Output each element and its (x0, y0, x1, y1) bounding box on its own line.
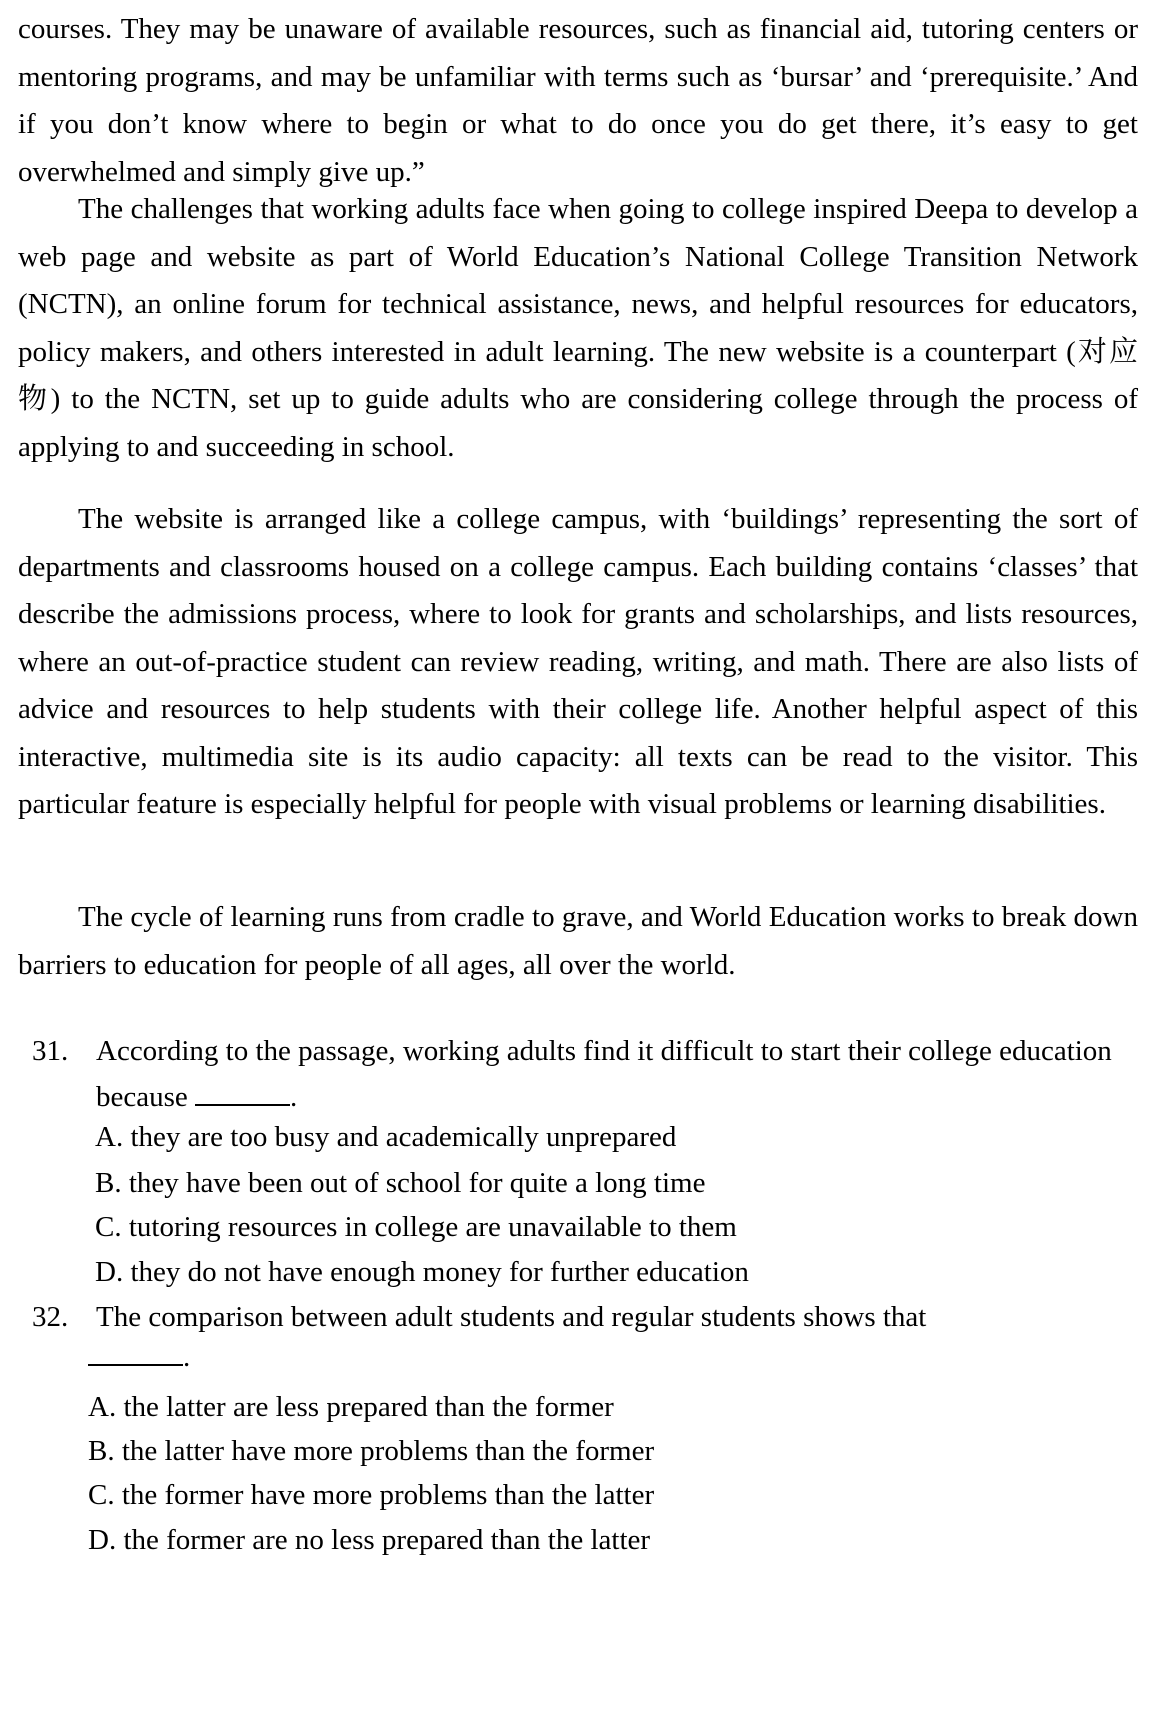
option-32-a: A. the latter are less prepared than the former (88, 1391, 614, 1423)
question-32 (32, 1294, 1142, 1340)
passage-paragraph-1: courses. They may be unaware of available resources, such as financial aid, tutoring centers or mentoring programs, and may be unfamiliar with terms such as ‘bursar’ and ‘prerequisite.’ And if you don’t know where to begin or what to do once you do get there, it’s easy to get overwhelmed and simply give up.” (18, 13, 1138, 188)
option-31-b: B. they have been out of school for quite a long time (95, 1167, 706, 1199)
passage-paragraph-4: The cycle of learning runs from cradle to grave, and World Education works to break down barriers to education for people of all ages, all over the world. (18, 901, 1138, 981)
question-number: 32. (32, 1301, 69, 1333)
option-31-c: C. tutoring resources in college are unavailable to them (95, 1211, 737, 1243)
question-31 (32, 1028, 1142, 1120)
question-stem (96, 1294, 1142, 1340)
passage-paragraph-2: The challenges that working adults face when going to college inspired Deepa to develop a web page and website as part of World Education’s National College Transition Network (NCTN), an online forum for technical assistance, news, and helpful resources for educators, policy makers, and others interested in adult learning. The new website is a counterpart (对应物) to the NCTN, set up to guide adults who are considering college through the process of applying to and succeeding in school. (18, 193, 1138, 463)
option-31-a: A. they are too busy and academically unprepared (95, 1121, 677, 1153)
question-number: 31. (32, 1035, 69, 1067)
answer-blank (195, 1082, 290, 1106)
answer-blank (88, 1342, 183, 1366)
question-stem-text: According to the passage, working adults find it difficult to start their college education because (96, 1035, 1112, 1113)
question-stem (96, 1028, 1142, 1120)
option-32-c: C. the former have more problems than the latter (88, 1479, 655, 1511)
stem-end: . (290, 1081, 298, 1113)
passage-paragraph-3: The website is arranged like a college campus, with ‘buildings’ representing the sort of departments and classrooms housed on a college campus. Each building contains ‘classes’ that describe the admissions process, where to look for grants and scholarships, and lists resources, where an out-of-practice student can review reading, writing, and math. There are also lists of advice and resources to help students with their college life. Another helpful aspect of this interactive, multimedia site is its audio capacity: all texts can be read to the visitor. This particular feature is especially helpful for people with visual problems or learning disabilities. (18, 503, 1138, 820)
option-32-d: D. the former are no less prepared than the latter (88, 1524, 651, 1556)
question-stem-text: The comparison between adult students and regular students shows that (96, 1301, 927, 1333)
stem-end: . (183, 1341, 191, 1373)
option-32-b: B. the latter have more problems than the former (88, 1435, 655, 1467)
option-31-d: D. they do not have enough money for further education (95, 1256, 749, 1288)
question-32-blank (88, 1334, 190, 1380)
